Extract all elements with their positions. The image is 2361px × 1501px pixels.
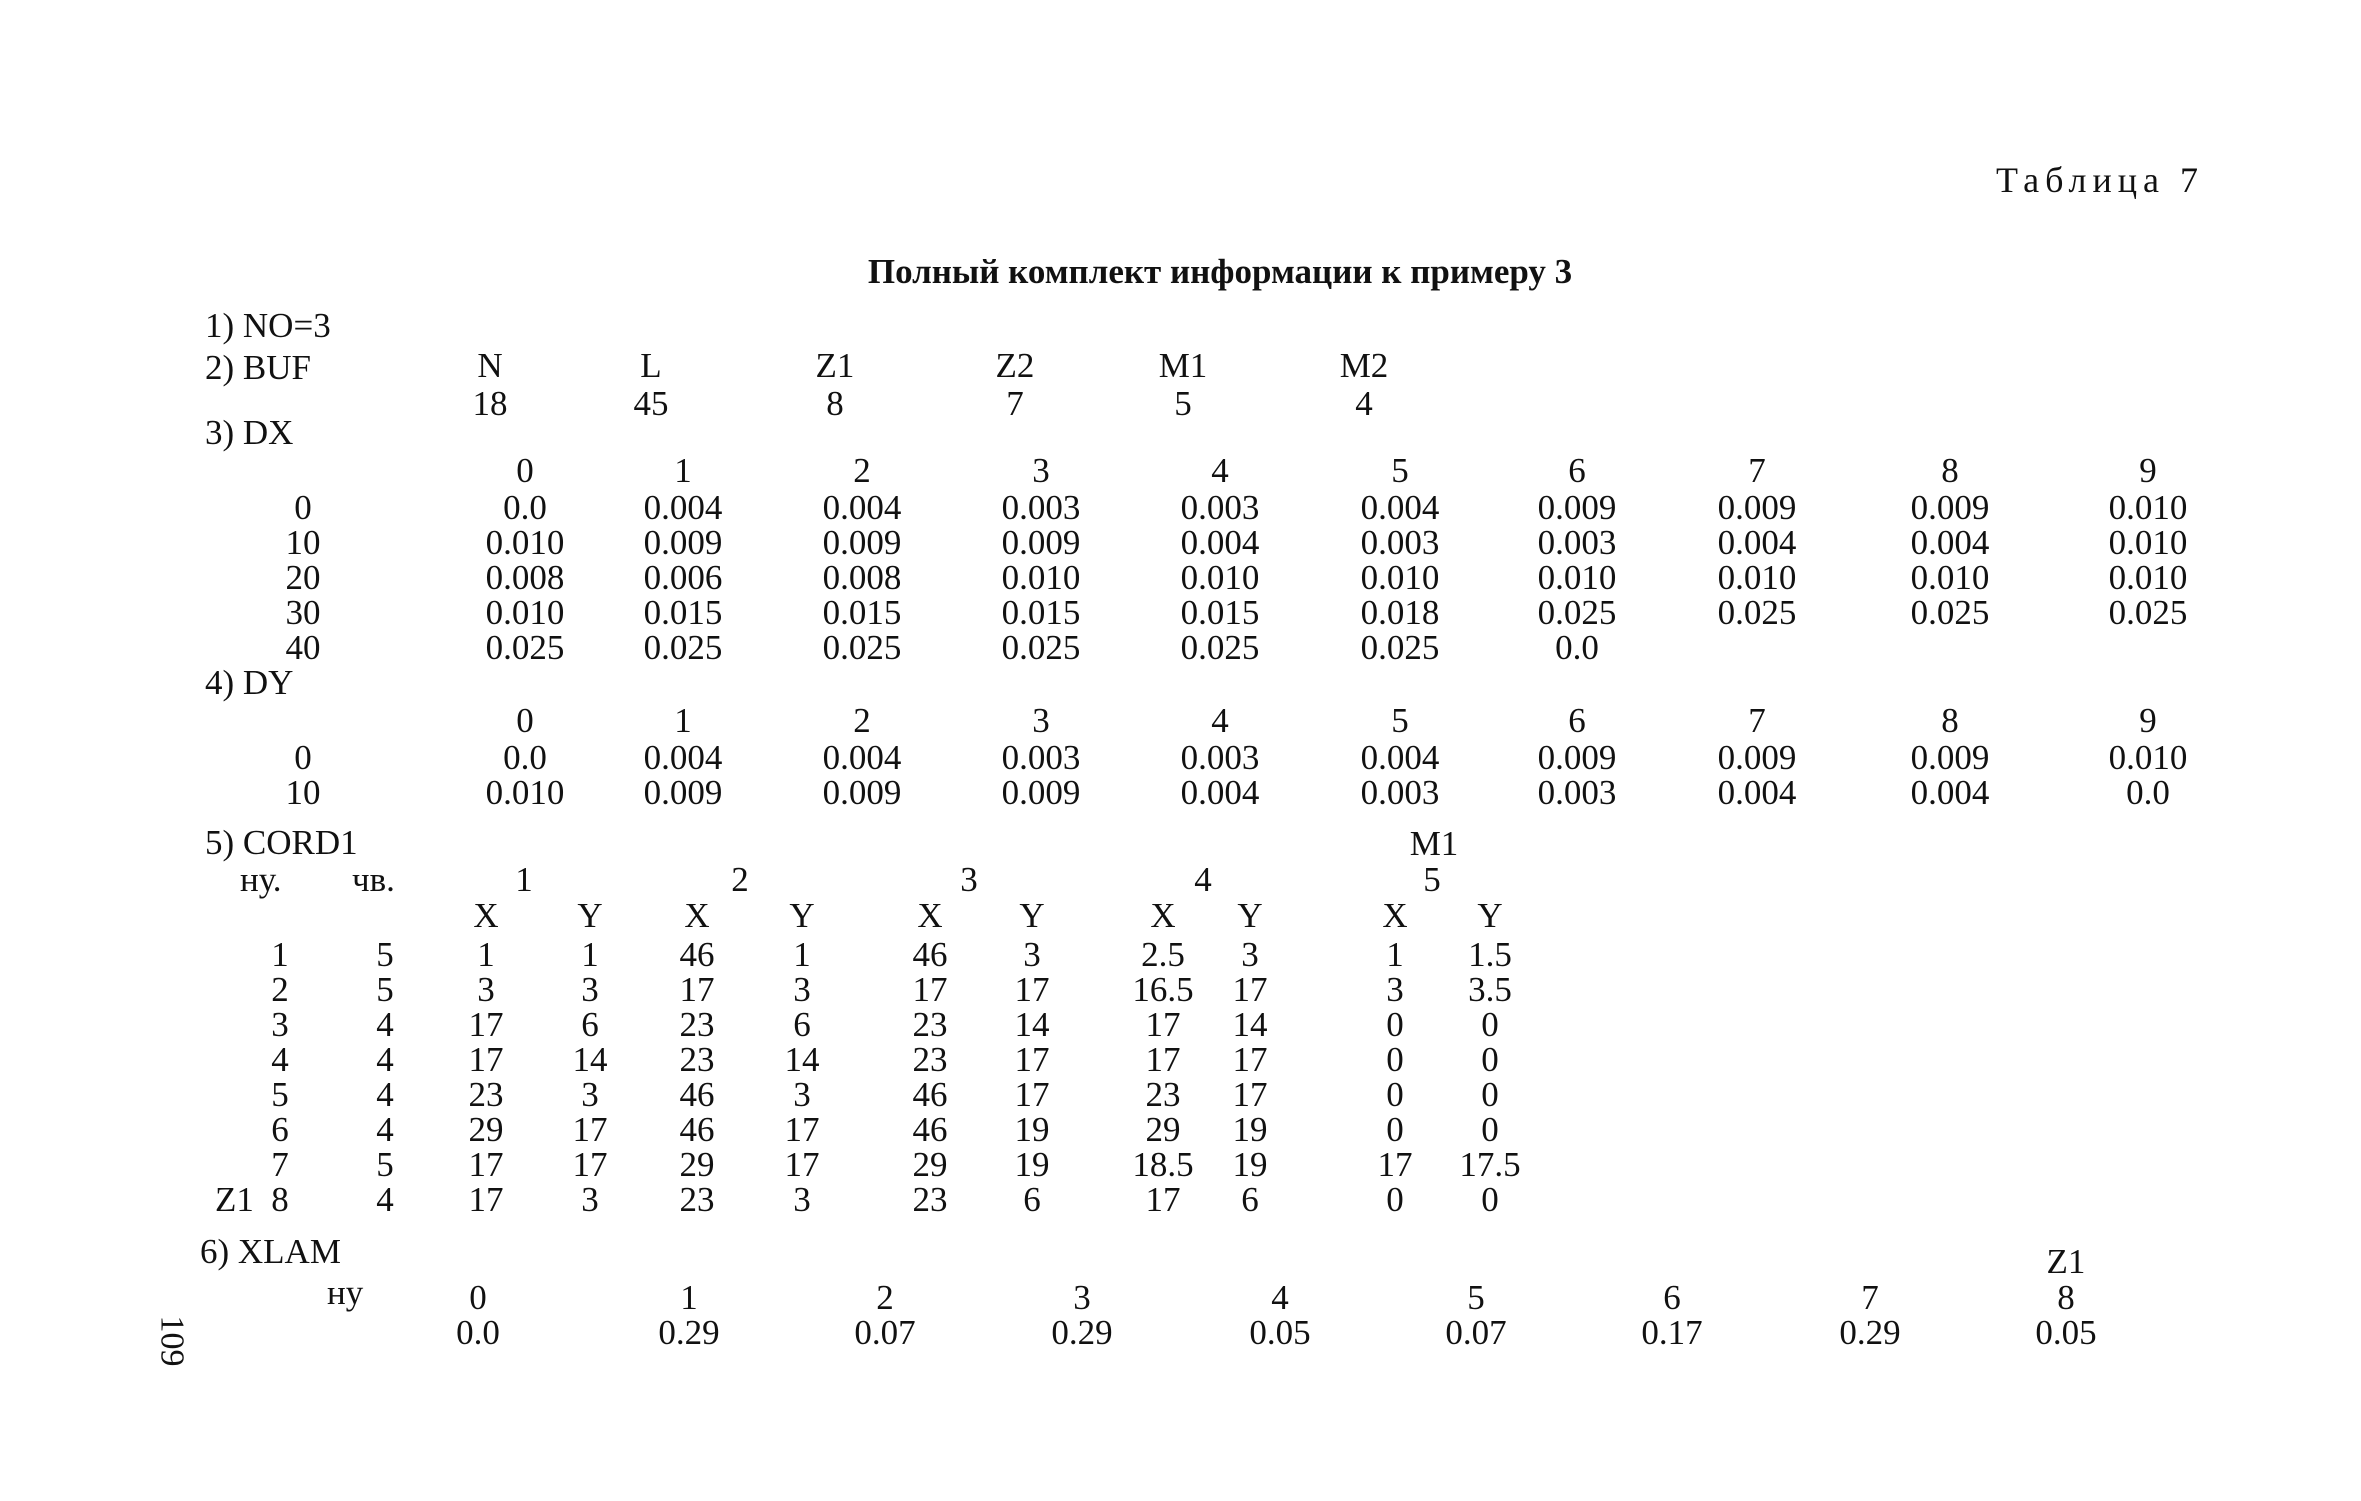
- xlam-value: 0.29: [658, 1313, 720, 1352]
- cord-cell: 3: [1023, 935, 1041, 974]
- cord-x-header: X: [473, 896, 499, 935]
- xlam-row-label: ну: [327, 1273, 364, 1312]
- cord-cell: 0: [1481, 1180, 1499, 1219]
- section-6-label: 6) XLAM: [200, 1232, 341, 1271]
- cord-row-chv: 4: [376, 1075, 394, 1114]
- cord-x-header: X: [1382, 896, 1408, 935]
- cord-cell: 19: [1232, 1145, 1268, 1184]
- cord-cell: 3: [581, 1075, 599, 1114]
- cord-cell: 6: [1023, 1180, 1041, 1219]
- dy-row-header: 10: [285, 773, 321, 812]
- cord-row-chv: 5: [376, 1145, 394, 1184]
- dy-cell: 0.003: [1001, 738, 1081, 777]
- cord-row-chv: 4: [376, 1110, 394, 1149]
- xlam-col-header: 3: [1073, 1278, 1091, 1317]
- cord-cell: 0: [1481, 1075, 1499, 1114]
- cord-cell: 23: [679, 1180, 715, 1219]
- cord-cell: 46: [679, 1075, 715, 1114]
- buf-value: 4: [1355, 384, 1373, 423]
- buf-name: Z2: [995, 346, 1035, 385]
- cord-cell: 18.5: [1132, 1145, 1194, 1184]
- dy-cell: 0.009: [643, 773, 723, 812]
- dx-cell: 0.010: [1001, 558, 1081, 597]
- cord-cell: 17: [468, 1040, 504, 1079]
- dx-cell: 0.004: [1180, 523, 1260, 562]
- dy-cell: 0.0: [503, 738, 547, 777]
- xlam-value: 0.29: [1839, 1313, 1901, 1352]
- cord-y-header: Y: [1019, 896, 1045, 935]
- cord-cell: 23: [679, 1040, 715, 1079]
- cord-point-number: 3: [960, 860, 978, 899]
- dx-cell: 0.004: [1717, 523, 1797, 562]
- cord-row-nu: 7: [271, 1145, 289, 1184]
- cord-cell: 29: [912, 1145, 948, 1184]
- dx-col-header: 8: [1941, 451, 1959, 490]
- dx-cell: 0.008: [822, 558, 902, 597]
- xlam-value: 0.0: [456, 1313, 500, 1352]
- document-title: Полный комплект информации к примеру 3: [867, 252, 1573, 291]
- xlam-value: 0.07: [1445, 1313, 1507, 1352]
- dx-col-header: 0: [516, 451, 534, 490]
- cord-cell: 23: [912, 1005, 948, 1044]
- dx-cell: 0.010: [1180, 558, 1260, 597]
- cord-x-header: X: [1150, 896, 1176, 935]
- xlam-value: 0.05: [2035, 1313, 2097, 1352]
- dx-cell: 0.025: [1537, 593, 1617, 632]
- cord-cell: 19: [1014, 1110, 1050, 1149]
- dx-cell: 0.009: [1717, 488, 1797, 527]
- cord-cell: 29: [679, 1145, 715, 1184]
- cord-cell: 17: [784, 1110, 820, 1149]
- dx-cell: 0.010: [1717, 558, 1797, 597]
- buf-value: 7: [1006, 384, 1024, 423]
- cord-y-header: Y: [577, 896, 603, 935]
- dx-cell: 0.015: [822, 593, 902, 632]
- cord-cell: 6: [1241, 1180, 1259, 1219]
- dx-row-header: 0: [294, 488, 312, 527]
- section-2-label: 2) BUF: [205, 348, 311, 387]
- dy-cell: 0.003: [1537, 773, 1617, 812]
- dx-cell: 0.010: [2108, 523, 2188, 562]
- cord-cell: 0: [1386, 1005, 1404, 1044]
- cord-cell: 0: [1481, 1005, 1499, 1044]
- dx-cell: 0.015: [1001, 593, 1081, 632]
- cord-cell: 17: [1232, 1040, 1268, 1079]
- buf-name: Z1: [815, 346, 855, 385]
- dx-cell: 0.006: [643, 558, 723, 597]
- dy-cell: 0.009: [1910, 738, 1990, 777]
- xlam-value: 0.17: [1641, 1313, 1703, 1352]
- cord-cell: 3: [793, 1075, 811, 1114]
- dy-cell: 0.009: [1717, 738, 1797, 777]
- dx-label: 3) DX: [205, 413, 294, 452]
- cord-y-header: Y: [1237, 896, 1263, 935]
- dx-cell: 0.010: [1910, 558, 1990, 597]
- dx-cell: 0.004: [822, 488, 902, 527]
- xlam-value: 0.07: [854, 1313, 916, 1352]
- dx-row-header: 30: [285, 593, 321, 632]
- xlam-value: 0.05: [1249, 1313, 1311, 1352]
- dx-cell: 0.010: [2108, 558, 2188, 597]
- dy-cell: 0.004: [1717, 773, 1797, 812]
- buf-name: M2: [1339, 346, 1389, 385]
- dx-cell: 0.025: [822, 628, 902, 667]
- dx-row-header: 10: [285, 523, 321, 562]
- dy-col-header: 7: [1748, 701, 1766, 740]
- cord-cell: 0: [1386, 1075, 1404, 1114]
- cord-cell: 1: [1386, 935, 1404, 974]
- cord-point-number: 4: [1194, 860, 1212, 899]
- xlam-col-header: 2: [876, 1278, 894, 1317]
- dy-col-header: 3: [1032, 701, 1050, 740]
- cord-cell: 17.5: [1459, 1145, 1521, 1184]
- dx-cell: 0.025: [1910, 593, 1990, 632]
- cord-col-nu: ну.: [240, 860, 282, 899]
- cord-cell: 17: [679, 970, 715, 1009]
- dy-col-header: 1: [674, 701, 692, 740]
- cord-cell: 46: [912, 935, 948, 974]
- dx-col-header: 3: [1032, 451, 1050, 490]
- dx-cell: 0.025: [2108, 593, 2188, 632]
- cord-row-mark: Z1: [215, 1180, 254, 1219]
- cord-cell: 23: [912, 1040, 948, 1079]
- xlam-col-header: 7: [1861, 1278, 1879, 1317]
- xlam-col-header: 0: [469, 1278, 487, 1317]
- dx-col-header: 6: [1568, 451, 1586, 490]
- cord-cell: 17: [912, 970, 948, 1009]
- cord-cell: 3: [477, 970, 495, 1009]
- cord-row-chv: 5: [376, 935, 394, 974]
- cord-row-chv: 4: [376, 1180, 394, 1219]
- buf-name: L: [640, 346, 662, 385]
- dx-cell: 0.009: [822, 523, 902, 562]
- dx-cell: 0.010: [485, 593, 565, 632]
- cord-cell: 14: [1232, 1005, 1268, 1044]
- cord-cell: 17: [1014, 970, 1050, 1009]
- dx-cell: 0.010: [2108, 488, 2188, 527]
- buf-name: N: [477, 346, 503, 385]
- dx-cell: 0.004: [1910, 523, 1990, 562]
- cord-y-header: Y: [1477, 896, 1503, 935]
- cord-cell: 17: [1145, 1040, 1181, 1079]
- cord-cell: 14: [784, 1040, 820, 1079]
- cord-point-number: 1: [515, 860, 533, 899]
- dy-row-header: 0: [294, 738, 312, 777]
- cord-cell: 16.5: [1132, 970, 1194, 1009]
- cord-cell: 0: [1386, 1180, 1404, 1219]
- dx-cell: 0.025: [1001, 628, 1081, 667]
- cord-cell: 1.5: [1468, 935, 1512, 974]
- cord-row-chv: 4: [376, 1005, 394, 1044]
- cord-cell: 17: [784, 1145, 820, 1184]
- dx-cell: 0.009: [1537, 488, 1617, 527]
- cord-cell: 17: [572, 1145, 608, 1184]
- cord-cell: 0: [1386, 1110, 1404, 1149]
- dy-col-header: 5: [1391, 701, 1409, 740]
- cord-cell: 23: [912, 1180, 948, 1219]
- dx-cell: 0.025: [643, 628, 723, 667]
- cord-row-nu: 5: [271, 1075, 289, 1114]
- page-number: 109: [153, 1315, 191, 1367]
- cord-cell: 6: [581, 1005, 599, 1044]
- dy-cell: 0.0: [2126, 773, 2170, 812]
- dx-cell: 0.015: [1180, 593, 1260, 632]
- cord-cell: 17: [468, 1005, 504, 1044]
- dx-cell: 0.004: [643, 488, 723, 527]
- dy-cell: 0.004: [643, 738, 723, 777]
- table-label: Таблица 7: [1996, 160, 2204, 200]
- buf-value: 8: [826, 384, 844, 423]
- section-1-label: 1) NO=3: [205, 306, 331, 345]
- cord-cell: 17: [1014, 1075, 1050, 1114]
- cord-point-number: 2: [731, 860, 749, 899]
- dx-cell: 0.003: [1001, 488, 1081, 527]
- cord-cell: 17: [1232, 1075, 1268, 1114]
- section-5-label: 5) CORD1: [205, 823, 358, 862]
- cord-cell: 1: [581, 935, 599, 974]
- cord-cell: 46: [679, 1110, 715, 1149]
- cord-cell: 23: [679, 1005, 715, 1044]
- cord-cell: 17: [1145, 1180, 1181, 1219]
- dx-cell: 0.009: [1910, 488, 1990, 527]
- cord-cell: 0: [1481, 1040, 1499, 1079]
- dy-cell: 0.009: [1537, 738, 1617, 777]
- cord-cell: 3: [1241, 935, 1259, 974]
- cord-cell: 3: [581, 1180, 599, 1219]
- cord-row-chv: 5: [376, 970, 394, 1009]
- cord-cell: 46: [912, 1075, 948, 1114]
- dx-cell: 0.0: [503, 488, 547, 527]
- cord-cell: 1: [477, 935, 495, 974]
- cord-cell: 6: [793, 1005, 811, 1044]
- cord-row-nu: 6: [271, 1110, 289, 1149]
- dx-cell: 0.025: [1360, 628, 1440, 667]
- dx-cell: 0.003: [1180, 488, 1260, 527]
- cord-point-number: 5: [1423, 860, 1441, 899]
- dx-col-header: 9: [2139, 451, 2157, 490]
- cord-cell: 46: [912, 1110, 948, 1149]
- dy-cell: 0.004: [1360, 738, 1440, 777]
- xlam-col-header: 1: [680, 1278, 698, 1317]
- cord-cell: 23: [1145, 1075, 1181, 1114]
- cord-cell: 17: [1377, 1145, 1413, 1184]
- dy-cell: 0.009: [822, 773, 902, 812]
- dy-col-header: 6: [1568, 701, 1586, 740]
- dx-col-header: 7: [1748, 451, 1766, 490]
- xlam-col-header: 4: [1271, 1278, 1289, 1317]
- cord-row-nu: 4: [271, 1040, 289, 1079]
- dy-cell: 0.010: [485, 773, 565, 812]
- dx-cell: 0.025: [1717, 593, 1797, 632]
- dy-cell: 0.010: [2108, 738, 2188, 777]
- cord-cell: 3: [1386, 970, 1404, 1009]
- cord-cell: 3: [581, 970, 599, 1009]
- dx-col-header: 5: [1391, 451, 1409, 490]
- dx-cell: 0.010: [485, 523, 565, 562]
- cord-cell: 14: [1014, 1005, 1050, 1044]
- dx-cell: 0.025: [1180, 628, 1260, 667]
- cord-cell: 17: [1145, 1005, 1181, 1044]
- cord-cell: 19: [1232, 1110, 1268, 1149]
- dx-cell: 0.009: [1001, 523, 1081, 562]
- xlam-col-header: 6: [1663, 1278, 1681, 1317]
- cord-row-nu: 1: [271, 935, 289, 974]
- cord-row-nu: 8: [271, 1180, 289, 1219]
- cord-cell: 17: [572, 1110, 608, 1149]
- cord-col-chv: чв.: [352, 860, 395, 899]
- dx-cell: 0.008: [485, 558, 565, 597]
- cord-cell: 3: [793, 970, 811, 1009]
- cord-cell: 2.5: [1141, 935, 1185, 974]
- cord-cell: 17: [468, 1145, 504, 1184]
- cord-row-chv: 4: [376, 1040, 394, 1079]
- dx-col-header: 1: [674, 451, 692, 490]
- dy-col-header: 2: [853, 701, 871, 740]
- dy-cell: 0.004: [822, 738, 902, 777]
- xlam-mark: Z1: [2046, 1242, 2086, 1281]
- cord-cell: 29: [468, 1110, 504, 1149]
- buf-name: M1: [1158, 346, 1208, 385]
- cord-cell: 0: [1481, 1110, 1499, 1149]
- dy-cell: 0.004: [1180, 773, 1260, 812]
- cord-cell: 17: [468, 1180, 504, 1219]
- dy-col-header: 8: [1941, 701, 1959, 740]
- cord-cell: 1: [793, 935, 811, 974]
- cord-cell: 3.5: [1468, 970, 1512, 1009]
- dy-label: 4) DY: [205, 663, 294, 702]
- buf-value: 18: [472, 384, 508, 423]
- dy-cell: 0.003: [1180, 738, 1260, 777]
- cord-cell: 0: [1386, 1040, 1404, 1079]
- dx-row-header: 20: [285, 558, 321, 597]
- dy-cell: 0.004: [1910, 773, 1990, 812]
- dx-cell: 0.025: [485, 628, 565, 667]
- cord-cell: 46: [679, 935, 715, 974]
- dx-cell: 0.010: [1360, 558, 1440, 597]
- cord-cell: 3: [793, 1180, 811, 1219]
- dx-cell: 0.003: [1537, 523, 1617, 562]
- cord-cell: 19: [1014, 1145, 1050, 1184]
- dx-cell: 0.004: [1360, 488, 1440, 527]
- dx-col-header: 2: [853, 451, 871, 490]
- cord-cell: 17: [1232, 970, 1268, 1009]
- dy-cell: 0.009: [1001, 773, 1081, 812]
- cord-cell: 29: [1145, 1110, 1181, 1149]
- xlam-col-header: 5: [1467, 1278, 1485, 1317]
- dx-cell: 0.0: [1555, 628, 1599, 667]
- dx-col-header: 4: [1211, 451, 1229, 490]
- cord-cell: 17: [1014, 1040, 1050, 1079]
- buf-value: 5: [1174, 384, 1192, 423]
- cord-group-mark: M1: [1409, 824, 1459, 863]
- xlam-value: 0.29: [1051, 1313, 1113, 1352]
- cord-row-nu: 3: [271, 1005, 289, 1044]
- dx-cell: 0.010: [1537, 558, 1617, 597]
- dx-cell: 0.009: [643, 523, 723, 562]
- dx-cell: 0.015: [643, 593, 723, 632]
- xlam-col-header: 8: [2057, 1278, 2075, 1317]
- cord-x-header: X: [684, 896, 710, 935]
- dx-cell: 0.003: [1360, 523, 1440, 562]
- dy-col-header: 4: [1211, 701, 1229, 740]
- dx-cell: 0.018: [1360, 593, 1440, 632]
- cord-cell: 23: [468, 1075, 504, 1114]
- dx-row-header: 40: [285, 628, 321, 667]
- buf-value: 45: [633, 384, 669, 423]
- dy-col-header: 9: [2139, 701, 2157, 740]
- dy-col-header: 0: [516, 701, 534, 740]
- dy-cell: 0.003: [1360, 773, 1440, 812]
- cord-x-header: X: [917, 896, 943, 935]
- cord-cell: 14: [572, 1040, 608, 1079]
- cord-row-nu: 2: [271, 970, 289, 1009]
- cord-y-header: Y: [789, 896, 815, 935]
